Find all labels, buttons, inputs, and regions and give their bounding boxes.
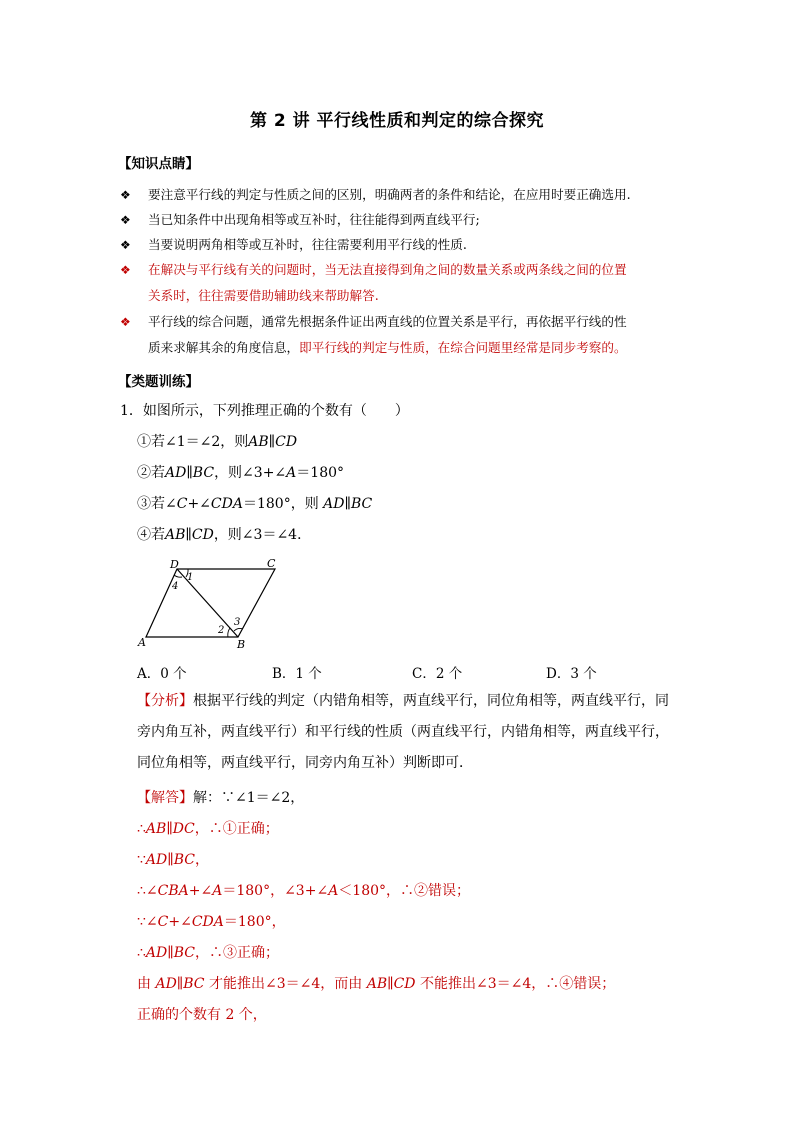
analysis-paragraph: 【分析】根据平行线的判定（内错角相等，两直线平行，同位角相等，两直线平行，同旁内角互补，两直线平行）和平行线的性质（两直线平行，内错角相等，两直线平行，同位角相等，两直线平行，同旁内角互补）判断即可． xyxy=(137,693,669,771)
solution-line: ∵∠C+∠CDA＝180°， xyxy=(137,914,286,930)
angle-label-4: 4 xyxy=(172,581,179,592)
statement-2: ②若AD∥BC，则∠3+∠A＝180° xyxy=(137,465,345,481)
statement-4: ④若AB∥CD，则∠3＝∠4． xyxy=(137,527,312,543)
angle-label-1: 1 xyxy=(187,572,194,583)
solution-line: 正确的个数有 2 个， xyxy=(137,1007,267,1023)
statement-1: ①若∠1＝∠2，则AB∥CD xyxy=(137,434,298,450)
solution-label: 【解答】 xyxy=(137,790,193,806)
diamond-bullet-icon: ❖ xyxy=(120,188,131,202)
diamond-bullet-icon: ❖ xyxy=(120,238,131,252)
knowledge-text: 平行线的综合问题，通常先根据条件证出两直线的位置关系是平行，再依据平行线的性 质来求解其余的角度信息，即平行线的判定与性质，在综合问题里经常是同步考察的。 xyxy=(148,314,627,355)
option-c[interactable]: C．2 个 xyxy=(412,666,463,682)
page-title: 第 2 讲 平行线性质和判定的综合探究 xyxy=(249,111,545,131)
parallelogram-outline xyxy=(146,569,275,637)
diamond-bullet-icon: ❖ xyxy=(120,263,131,277)
solution-line: ∴AD∥BC，∴③正确； xyxy=(137,945,279,961)
solution-line: 由 AD∥BC 才能推出∠3＝∠4，而由 AB∥CD 不能推出∠3＝∠4，∴④错误； xyxy=(137,976,616,992)
knowledge-header: 【知识点睛】 xyxy=(118,156,199,172)
solution-line: ∴∠CBA+∠A＝180°，∠3+∠A＜180°，∴②错误； xyxy=(137,883,471,899)
diamond-bullet-icon: ❖ xyxy=(120,213,131,227)
solution-line: 【解答】解：∵∠1＝∠2， xyxy=(137,790,305,806)
solution-line: ∴AB∥DC，∴①正确； xyxy=(137,821,279,837)
point-label-a: A xyxy=(138,636,146,649)
option-d[interactable]: D．3 个 xyxy=(546,666,597,682)
question-stem: 1．如图所示，下列推理正确的个数有（ ） xyxy=(120,403,409,419)
practice-header: 【类题训练】 xyxy=(118,374,199,390)
analysis-label: 【分析】 xyxy=(137,693,193,709)
angle-label-2: 2 xyxy=(218,625,225,636)
knowledge-text: 在解决与平行线有关的问题时，当无法直接得到角之间的数量关系或两条线之间的位置 关系时，往往需要借助辅助线来帮助解答. xyxy=(148,262,627,303)
angle-arc-4 xyxy=(174,575,182,577)
statement-3: ③若∠C+∠CDA＝180°，则 AD∥BC xyxy=(137,496,373,512)
option-a[interactable]: A．0 个 xyxy=(137,666,187,682)
point-label-d: D xyxy=(170,558,179,571)
diamond-bullet-icon: ❖ xyxy=(120,315,131,329)
point-label-c: C xyxy=(267,557,276,570)
knowledge-text: 要注意平行线的判定与性质之间的区别，明确两者的条件和结论，在应用时要正确选用. xyxy=(148,187,631,202)
angle-label-3: 3 xyxy=(234,617,241,628)
point-label-b: B xyxy=(237,638,246,650)
knowledge-text: 当已知条件中出现角相等或互补时，往往能得到两直线平行; xyxy=(148,212,480,227)
parallelogram-figure xyxy=(130,555,290,650)
option-b[interactable]: B．1 个 xyxy=(272,666,322,682)
solution-line: ∵AD∥BC， xyxy=(137,852,209,868)
angle-arc-2 xyxy=(228,628,230,637)
knowledge-text: 当要说明两角相等或互补时，往往需要利用平行线的性质. xyxy=(148,237,467,252)
